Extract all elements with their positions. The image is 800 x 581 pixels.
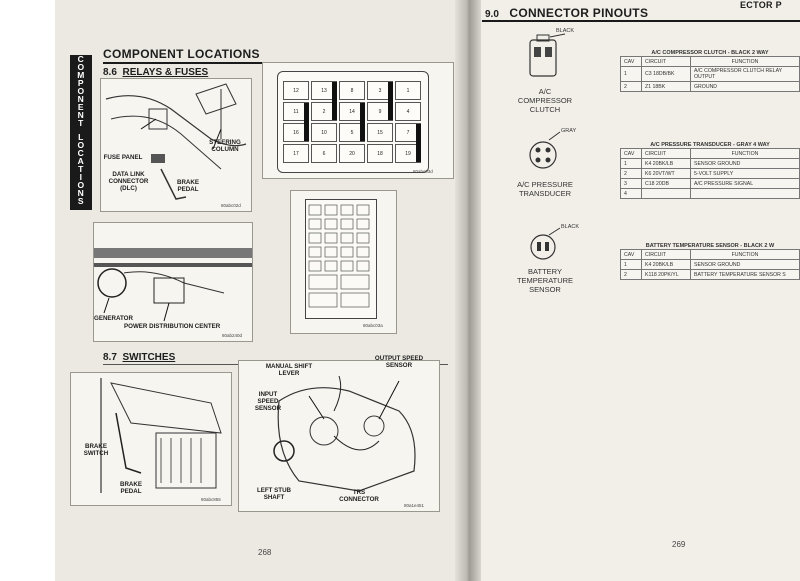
section-number: 8.6: [103, 67, 117, 78]
side-tab-letter: N: [77, 110, 85, 120]
table-title: A/C COMPRESSOR CLUTCH - BLACK 2 WAY: [651, 50, 769, 56]
figure-code: 80abc03a: [363, 323, 383, 328]
cell-cav: 1: [621, 159, 642, 169]
table-row: [621, 67, 800, 82]
fuse-cell: 8: [339, 81, 365, 100]
side-tab-letter: P: [77, 78, 85, 88]
fuse-bar: [416, 124, 421, 162]
pdc-label: POWER DISTRIBUTION CENTER: [124, 323, 221, 330]
table-row: [621, 159, 800, 169]
cell-function: SENSOR GROUND: [691, 159, 800, 169]
side-tab-letter: L: [78, 132, 84, 142]
fuse-bar: [304, 103, 309, 141]
table-ac-transducer: [620, 142, 800, 199]
figure-pdc: [290, 190, 397, 334]
figure-code: 80abc855: [201, 497, 221, 502]
section-number: 8.7: [103, 352, 117, 363]
fuse-cell: 18: [367, 144, 393, 163]
facing-title-fragment: ECTOR P: [740, 0, 782, 10]
cell-cav: 2: [621, 270, 642, 280]
header-cav: CAV: [621, 250, 642, 260]
header-circuit: CIRCUIT: [642, 250, 691, 260]
fuse-cell: 17: [283, 144, 309, 163]
cell-function: SENSOR GROUND: [691, 260, 800, 270]
figure-fuse-block: [262, 62, 454, 179]
fuse-cell: 20: [339, 144, 365, 163]
connector-color: BLACK: [556, 28, 575, 34]
section-title: SWITCHES: [122, 352, 176, 363]
fuse-bar: [360, 103, 365, 141]
section-title: RELAYS & FUSES: [122, 67, 209, 78]
table-header-row: [621, 250, 800, 260]
pinout-table: [620, 249, 800, 280]
cell-cav: 1: [621, 67, 642, 82]
cell-circuit: [642, 189, 691, 199]
left-page-number: 268: [258, 548, 272, 557]
fuse-cell: 11: [283, 102, 309, 121]
input-speed-sensor-label: INPUT SPEED SENSOR: [254, 391, 282, 412]
cell-circuit: K4 20BK/LB: [642, 159, 691, 169]
fuse-cell: 2: [311, 102, 337, 121]
side-tab: [70, 55, 92, 210]
fuse-grid: [283, 81, 421, 165]
fuse-cell: 16: [283, 123, 309, 142]
connector-name: [505, 180, 585, 198]
connector-name-line: SENSOR: [529, 285, 561, 294]
table-header-row: [621, 149, 800, 159]
cell-cav: 3: [621, 179, 642, 189]
cell-cav: 1: [621, 260, 642, 270]
brake-pedal-label: BRAKE PEDAL: [176, 179, 199, 193]
table-ac-clutch: [620, 50, 800, 92]
fuse-cell: 14: [339, 102, 365, 121]
connector-name: [510, 87, 580, 114]
header-function: FUNCTION: [691, 250, 800, 260]
generator-label: GENERATOR: [94, 315, 133, 322]
fuse-cell: 10: [311, 123, 337, 142]
header-cav: CAV: [621, 57, 642, 67]
side-tab-letter: I: [79, 172, 83, 182]
cell-function: 5-VOLT SUPPLY: [691, 169, 800, 179]
fuse-cell: 9: [367, 102, 393, 121]
figure-code: 80abc03d: [413, 169, 433, 174]
figure-transaxle: [238, 355, 440, 512]
side-tab-letter: O: [77, 86, 85, 96]
brake-switch-label: BRAKE SWITCH: [83, 443, 109, 457]
cell-function: [691, 189, 800, 199]
table-row: [621, 179, 800, 189]
header-function: FUNCTION: [691, 149, 800, 159]
cell-circuit: K6 20VT/WT: [642, 169, 691, 179]
table-row: [621, 260, 800, 270]
header-circuit: CIRCUIT: [642, 149, 691, 159]
connector-color: BLACK: [561, 224, 580, 230]
connector-name-line: TRANSDUCER: [518, 189, 572, 198]
table-row: [621, 189, 800, 199]
connector-ac-clutch: [510, 28, 580, 142]
table-title: BATTERY TEMPERATURE SENSOR - BLACK 2 W: [645, 243, 775, 249]
side-tab-letter: N: [77, 94, 85, 104]
cell-cav: 4: [621, 189, 642, 199]
figure-code: 80ab240d: [222, 333, 243, 338]
side-tab-letter: O: [77, 140, 85, 150]
fuse-cell: 4: [395, 102, 421, 121]
pinout-table: [620, 56, 800, 92]
table-title: A/C PRESSURE TRANSDUCER - GRAY 4 WAY: [650, 142, 770, 148]
table-battery-temp: [620, 243, 800, 280]
fuse-cell: 5: [339, 123, 365, 142]
figure-code: 80a1e451: [404, 503, 425, 508]
connector-name-line: A/C: [538, 87, 552, 96]
figure-brake-switch: [70, 372, 232, 506]
header-cav: CAV: [621, 149, 642, 159]
side-tab-letter: O: [77, 180, 85, 190]
cell-circuit: K118 20PK/YL: [642, 270, 691, 280]
figure-engine-bay: [93, 222, 253, 342]
table-row: [621, 270, 800, 280]
side-tab-letter: E: [77, 102, 85, 112]
pdc-cells: [307, 203, 373, 313]
manual-shift-lever-label: MANUAL SHIFT LEVER: [265, 363, 313, 377]
page-title: COMPONENT LOCATIONS: [103, 47, 260, 61]
trs-connector-label: TRS CONNECTOR: [339, 489, 379, 503]
cell-function: BATTERY TEMPERATURE SENSOR S: [691, 270, 800, 280]
book-gutter: [455, 0, 481, 581]
connector-battery-temp: [505, 222, 585, 332]
brake-switch-drawing: [71, 373, 231, 505]
fuse-cell: 12: [283, 81, 309, 100]
steering-column-label: STEERING COLUMN: [209, 139, 241, 153]
right-page-number: 269: [672, 540, 686, 549]
cell-cav: 2: [621, 82, 642, 92]
cell-circuit: K4 20BK/LB: [642, 260, 691, 270]
cell-circuit: Z1 18BK: [642, 82, 691, 92]
fuse-cell: 6: [311, 144, 337, 163]
left-stub-shaft-label: LEFT STUB SHAFT: [256, 487, 292, 501]
connector-name-line: A/C PRESSURE: [517, 180, 573, 189]
cell-circuit: C3 18DB/BK: [642, 67, 691, 82]
connector-ac-transducer: [505, 128, 585, 218]
cell-cav: 2: [621, 169, 642, 179]
connector-name-line: TEMPERATURE: [516, 276, 574, 285]
fuse-bar: [388, 82, 393, 120]
fuse-cell: 15: [367, 123, 393, 142]
cell-function: GROUND: [691, 82, 800, 92]
connector-color: GRAY: [561, 128, 577, 134]
fuse-cell: 1: [395, 81, 421, 100]
side-tab-letter: M: [77, 70, 85, 80]
cell-function: A/C COMPRESSOR CLUTCH RELAY OUTPUT: [691, 67, 800, 82]
cell-circuit: C18 20DB: [642, 179, 691, 189]
connector-name-line: CLUTCH: [529, 105, 561, 114]
header-function: FUNCTION: [691, 57, 800, 67]
title-rule: [482, 20, 800, 22]
table-header-row: [621, 57, 800, 67]
table-row: [621, 82, 800, 92]
fuse-bar: [332, 82, 337, 120]
section-number: 9.0: [485, 9, 499, 20]
side-tab-letter: N: [77, 188, 85, 198]
fuse-cell: 13: [311, 81, 337, 100]
section-8-7-heading: [103, 352, 175, 363]
connector-2way-drawing: [510, 32, 580, 87]
figure-dashboard: [100, 78, 252, 212]
pinout-table: [620, 148, 800, 199]
side-tab-letter: A: [77, 156, 85, 166]
header-circuit: CIRCUIT: [642, 57, 691, 67]
fuse-cell: 19: [395, 144, 421, 163]
section-8-6-heading: [103, 67, 208, 78]
page-title: CONNECTOR PINOUTS: [509, 6, 649, 20]
side-tab-letter: O: [77, 62, 85, 72]
connector-4way-drawing: [505, 128, 585, 178]
side-tab-letter: S: [77, 196, 85, 206]
side-tab-letter: C: [77, 148, 85, 158]
side-tab-letter: T: [78, 118, 84, 128]
connector-name: [505, 267, 585, 294]
figure-code: 80abc02d: [221, 203, 241, 208]
table-row: [621, 169, 800, 179]
fuse-cell: 3: [367, 81, 393, 100]
dlc-label: DATA LINK CONNECTOR (DLC): [108, 171, 149, 192]
fuse-panel-label: FUSE PANEL: [103, 154, 143, 161]
brake-pedal-label: BRAKE PEDAL: [119, 481, 142, 495]
side-tab-letter: T: [78, 164, 84, 174]
connector-name-line: BATTERY: [528, 267, 562, 276]
connector-name-line: COMPRESSOR: [517, 96, 573, 105]
fuse-cell: 7: [395, 123, 421, 142]
cell-function: A/C PRESSURE SIGNAL: [691, 179, 800, 189]
output-speed-sensor-label: OUTPUT SPEED SENSOR: [374, 355, 424, 369]
side-tab-letter: C: [77, 54, 85, 64]
